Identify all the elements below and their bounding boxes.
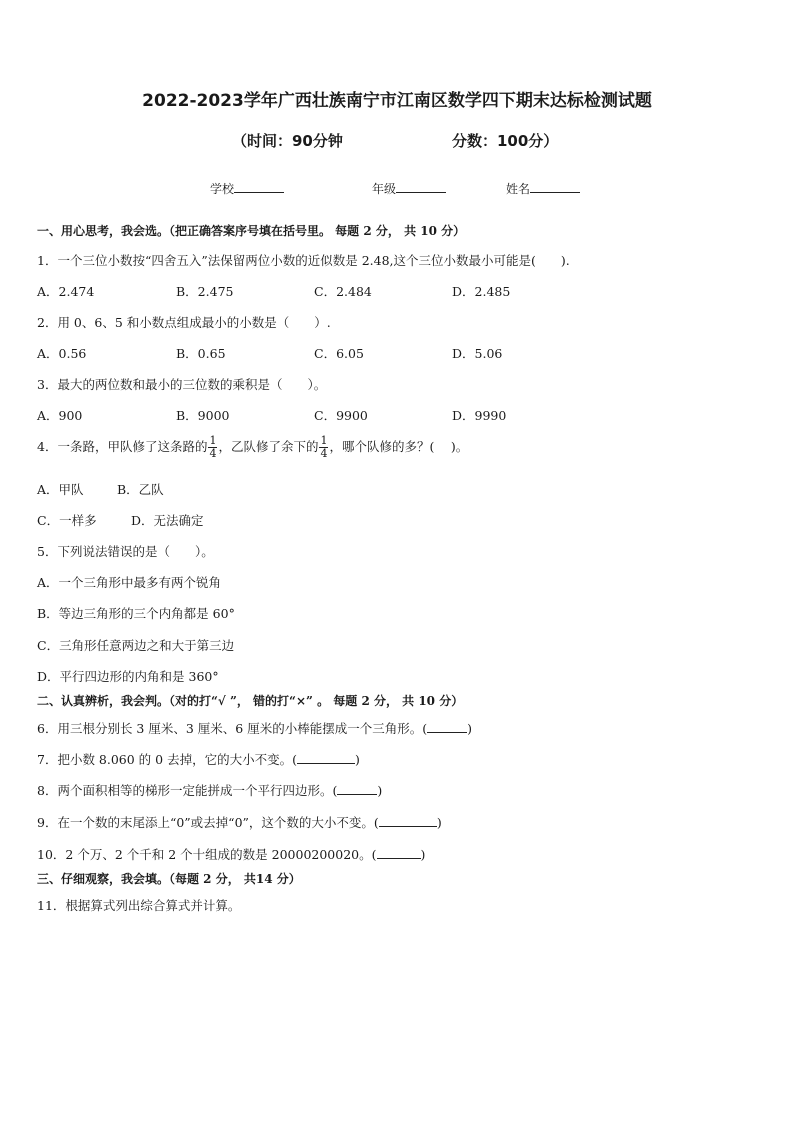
q8-answer-blank[interactable] [337, 783, 377, 795]
q6-answer-blank[interactable] [427, 721, 467, 733]
name-field [506, 180, 580, 197]
page-title: 2022-2023学年广西壮族南宁市江南区数学四下期末达标检测试题 [142, 91, 652, 111]
q5-option-a: A．一个三角形中最多有两个锐角 [37, 575, 222, 590]
fraction-one-quarter: $\frac{1}{4}$ [209, 434, 217, 460]
q1-option-c: C．2.484 [314, 284, 372, 299]
question-7: 7．把小数 8.060 的 0 去掉，它的大小不变。( ) [37, 752, 360, 767]
q4-text-3: ，哪个队修的多？( )。 [329, 439, 469, 454]
school-blank[interactable] [234, 181, 284, 193]
q3-option-c: C．9900 [314, 408, 368, 423]
grade-label: 年级 [372, 182, 397, 196]
question-6: 6．用三根分别长 3 厘米、3 厘米、6 厘米的小棒能摆成一个三角形。( ) [37, 721, 472, 736]
q2-option-d: D．5.06 [452, 346, 503, 361]
question-11: 11．根据算式列出综合算式并计算。 [37, 898, 241, 913]
q1-option-b: B．2.475 [176, 284, 234, 299]
q4-text-1: 4．一条路，甲队修了这条路的 [37, 439, 208, 454]
q1-option-a: A．2.474 [37, 284, 95, 299]
q5-option-d: D．平行四边形的内角和是 360° [37, 669, 219, 684]
q2-option-c: C．6.05 [314, 346, 364, 361]
school-field [210, 180, 284, 197]
q2-option-a: A．0.56 [37, 346, 87, 361]
q5-option-c: C．三角形任意两边之和大于第三边 [37, 638, 235, 653]
q4-text-2: ，乙队修了余下的 [218, 439, 319, 454]
q4-option-a: A．甲队 [37, 482, 84, 497]
question-8: 8．两个面积相等的梯形一定能拼成一个平行四边形。( ) [37, 783, 383, 798]
question-9: 9．在一个数的末尾添上“0”或去掉“0”，这个数的大小不变。( ) [37, 815, 442, 830]
q7-answer-blank[interactable] [297, 752, 355, 764]
school-label: 学校 [210, 182, 235, 196]
question-5: 5．下列说法错误的是（ ）。 [37, 544, 214, 559]
q3-option-a: A．900 [37, 408, 83, 423]
name-blank[interactable] [530, 181, 580, 193]
fraction-one-quarter-2: $\frac{1}{4}$ [320, 434, 328, 460]
q3-option-b: B．9000 [176, 408, 230, 423]
exam-time: （时间：90分钟 [232, 132, 343, 150]
name-label: 姓名 [506, 182, 531, 196]
section-heading-2: 二、认真辨析，我会判。（对的打“√ ”， 错的打“×” 。 每题 2 分， 共 10 分） [37, 694, 464, 708]
exam-score: 分数：100分） [452, 132, 559, 150]
q4-option-c: C．一样多 [37, 513, 97, 528]
q10-answer-blank[interactable] [377, 847, 421, 859]
question-4 [37, 435, 468, 460]
q2-option-b: B．0.65 [176, 346, 226, 361]
q3-option-d: D．9990 [452, 408, 507, 423]
section-heading-1: 一、用心思考，我会选。（把正确答案序号填在括号里。 每题 2 分， 共 10 分） [37, 224, 466, 238]
q1-option-d: D．2.485 [452, 284, 511, 299]
q9-answer-blank[interactable] [379, 815, 437, 827]
grade-field [372, 180, 446, 197]
question-1: 1．一个三位小数按“四舍五入”法保留两位小数的近似数是 2.48,这个三位小数最小可能是( ). [37, 253, 570, 268]
section-heading-3: 三、仔细观察，我会填。（每题 2 分， 共14 分） [37, 872, 301, 886]
q4-option-d: D．无法确定 [131, 513, 204, 528]
q5-option-b: B．等边三角形的三个内角都是 60° [37, 606, 235, 621]
question-3: 3．最大的两位数和最小的三位数的乘积是（ ）。 [37, 377, 327, 392]
grade-blank[interactable] [396, 181, 446, 193]
q4-option-b: B．乙队 [117, 482, 164, 497]
question-2: 2．用 0、6、5 和小数点组成最小的小数是（ ）. [37, 315, 331, 330]
question-10: 10．2 个万、2 个千和 2 个十组成的数是 20000200020。( ) [37, 847, 426, 862]
